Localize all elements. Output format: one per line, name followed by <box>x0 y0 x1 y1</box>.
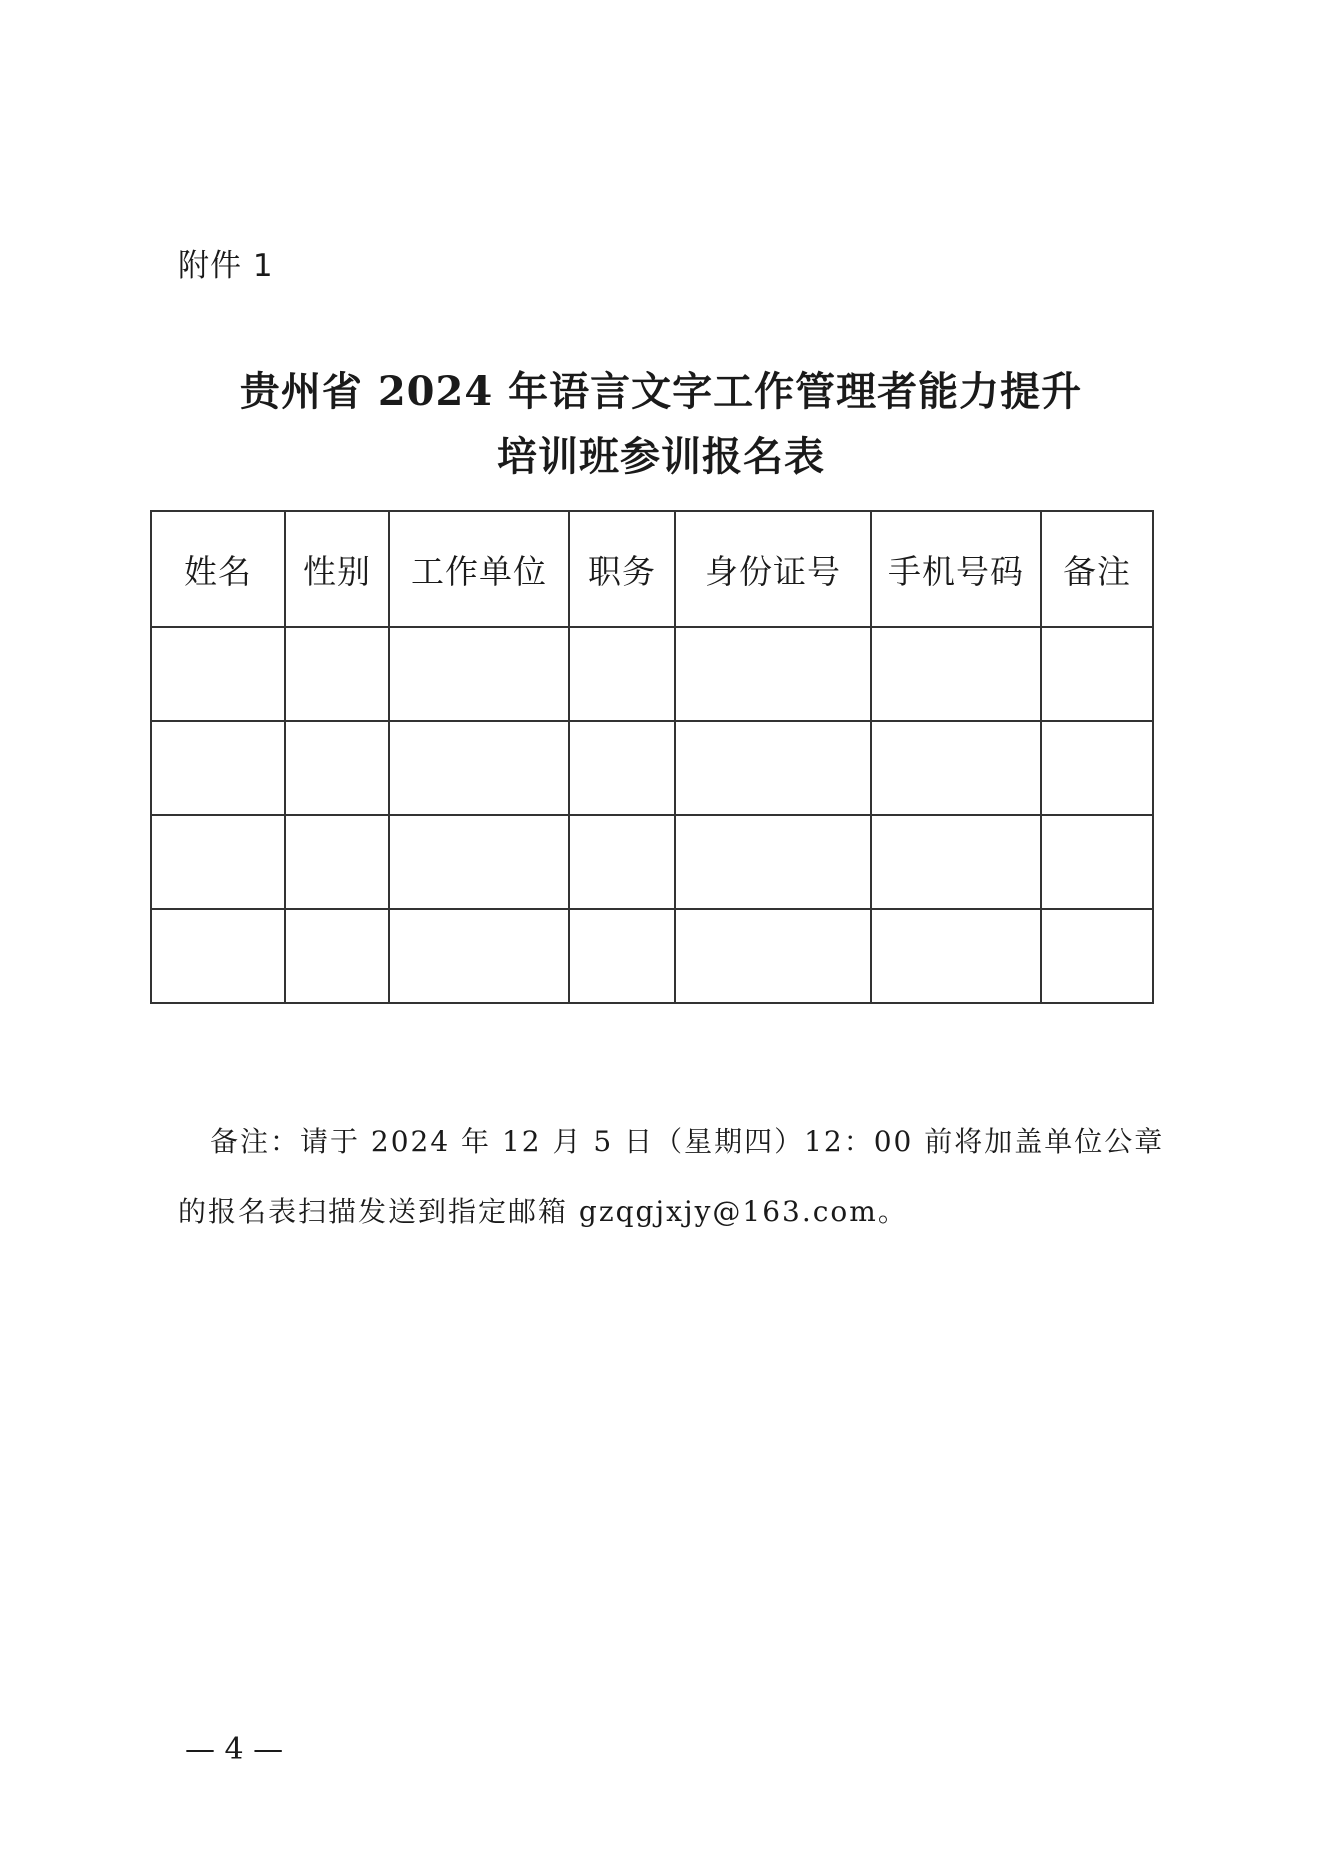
table-cell[interactable] <box>389 627 569 721</box>
header-name: 姓名 <box>151 511 285 627</box>
table-cell[interactable] <box>675 721 871 815</box>
header-position: 职务 <box>569 511 675 627</box>
table-cell[interactable] <box>569 909 675 1003</box>
table-cell[interactable] <box>569 721 675 815</box>
note-line1: 备注：请于 2024 年 12 月 5 日（星期四）12：00 前将加盖单位公章 <box>210 1125 1165 1158</box>
header-gender: 性别 <box>285 511 389 627</box>
table-row <box>151 721 1153 815</box>
table-row <box>151 909 1153 1003</box>
table-cell[interactable] <box>151 815 285 909</box>
attachment-label: 附件 1 <box>178 248 274 284</box>
table-cell[interactable] <box>871 815 1041 909</box>
table-cell[interactable] <box>569 815 675 909</box>
table-cell[interactable] <box>389 721 569 815</box>
table-row <box>151 815 1153 909</box>
table-cell[interactable] <box>1041 909 1153 1003</box>
table-cell[interactable] <box>389 815 569 909</box>
table-cell[interactable] <box>151 721 285 815</box>
page-number: — 4 — <box>185 1732 284 1767</box>
document-title-line2: 培训班参训报名表 <box>497 433 825 480</box>
table-cell[interactable] <box>285 909 389 1003</box>
table-cell[interactable] <box>871 627 1041 721</box>
table-cell[interactable] <box>285 815 389 909</box>
table-cell[interactable] <box>569 627 675 721</box>
registration-table <box>150 510 1154 1004</box>
header-id-number: 身份证号 <box>675 511 871 627</box>
table-cell[interactable] <box>1041 721 1153 815</box>
table-cell[interactable] <box>675 909 871 1003</box>
table-cell[interactable] <box>675 815 871 909</box>
table-cell[interactable] <box>285 721 389 815</box>
table-cell[interactable] <box>675 627 871 721</box>
header-phone: 手机号码 <box>871 511 1041 627</box>
document-title-line1: 贵州省 2024 年语言文字工作管理者能力提升 <box>239 368 1083 415</box>
table-cell[interactable] <box>285 627 389 721</box>
note-line2: 的报名表扫描发送到指定邮箱 gzqgjxjy@163.com。 <box>178 1195 908 1228</box>
header-remarks: 备注 <box>1041 511 1153 627</box>
table-cell[interactable] <box>389 909 569 1003</box>
header-work-unit: 工作单位 <box>389 511 569 627</box>
table-header-row <box>151 511 1153 627</box>
table-cell[interactable] <box>151 627 285 721</box>
table-cell[interactable] <box>871 721 1041 815</box>
table-cell[interactable] <box>1041 627 1153 721</box>
table-row <box>151 627 1153 721</box>
table-cell[interactable] <box>151 909 285 1003</box>
table-cell[interactable] <box>1041 815 1153 909</box>
table-cell[interactable] <box>871 909 1041 1003</box>
